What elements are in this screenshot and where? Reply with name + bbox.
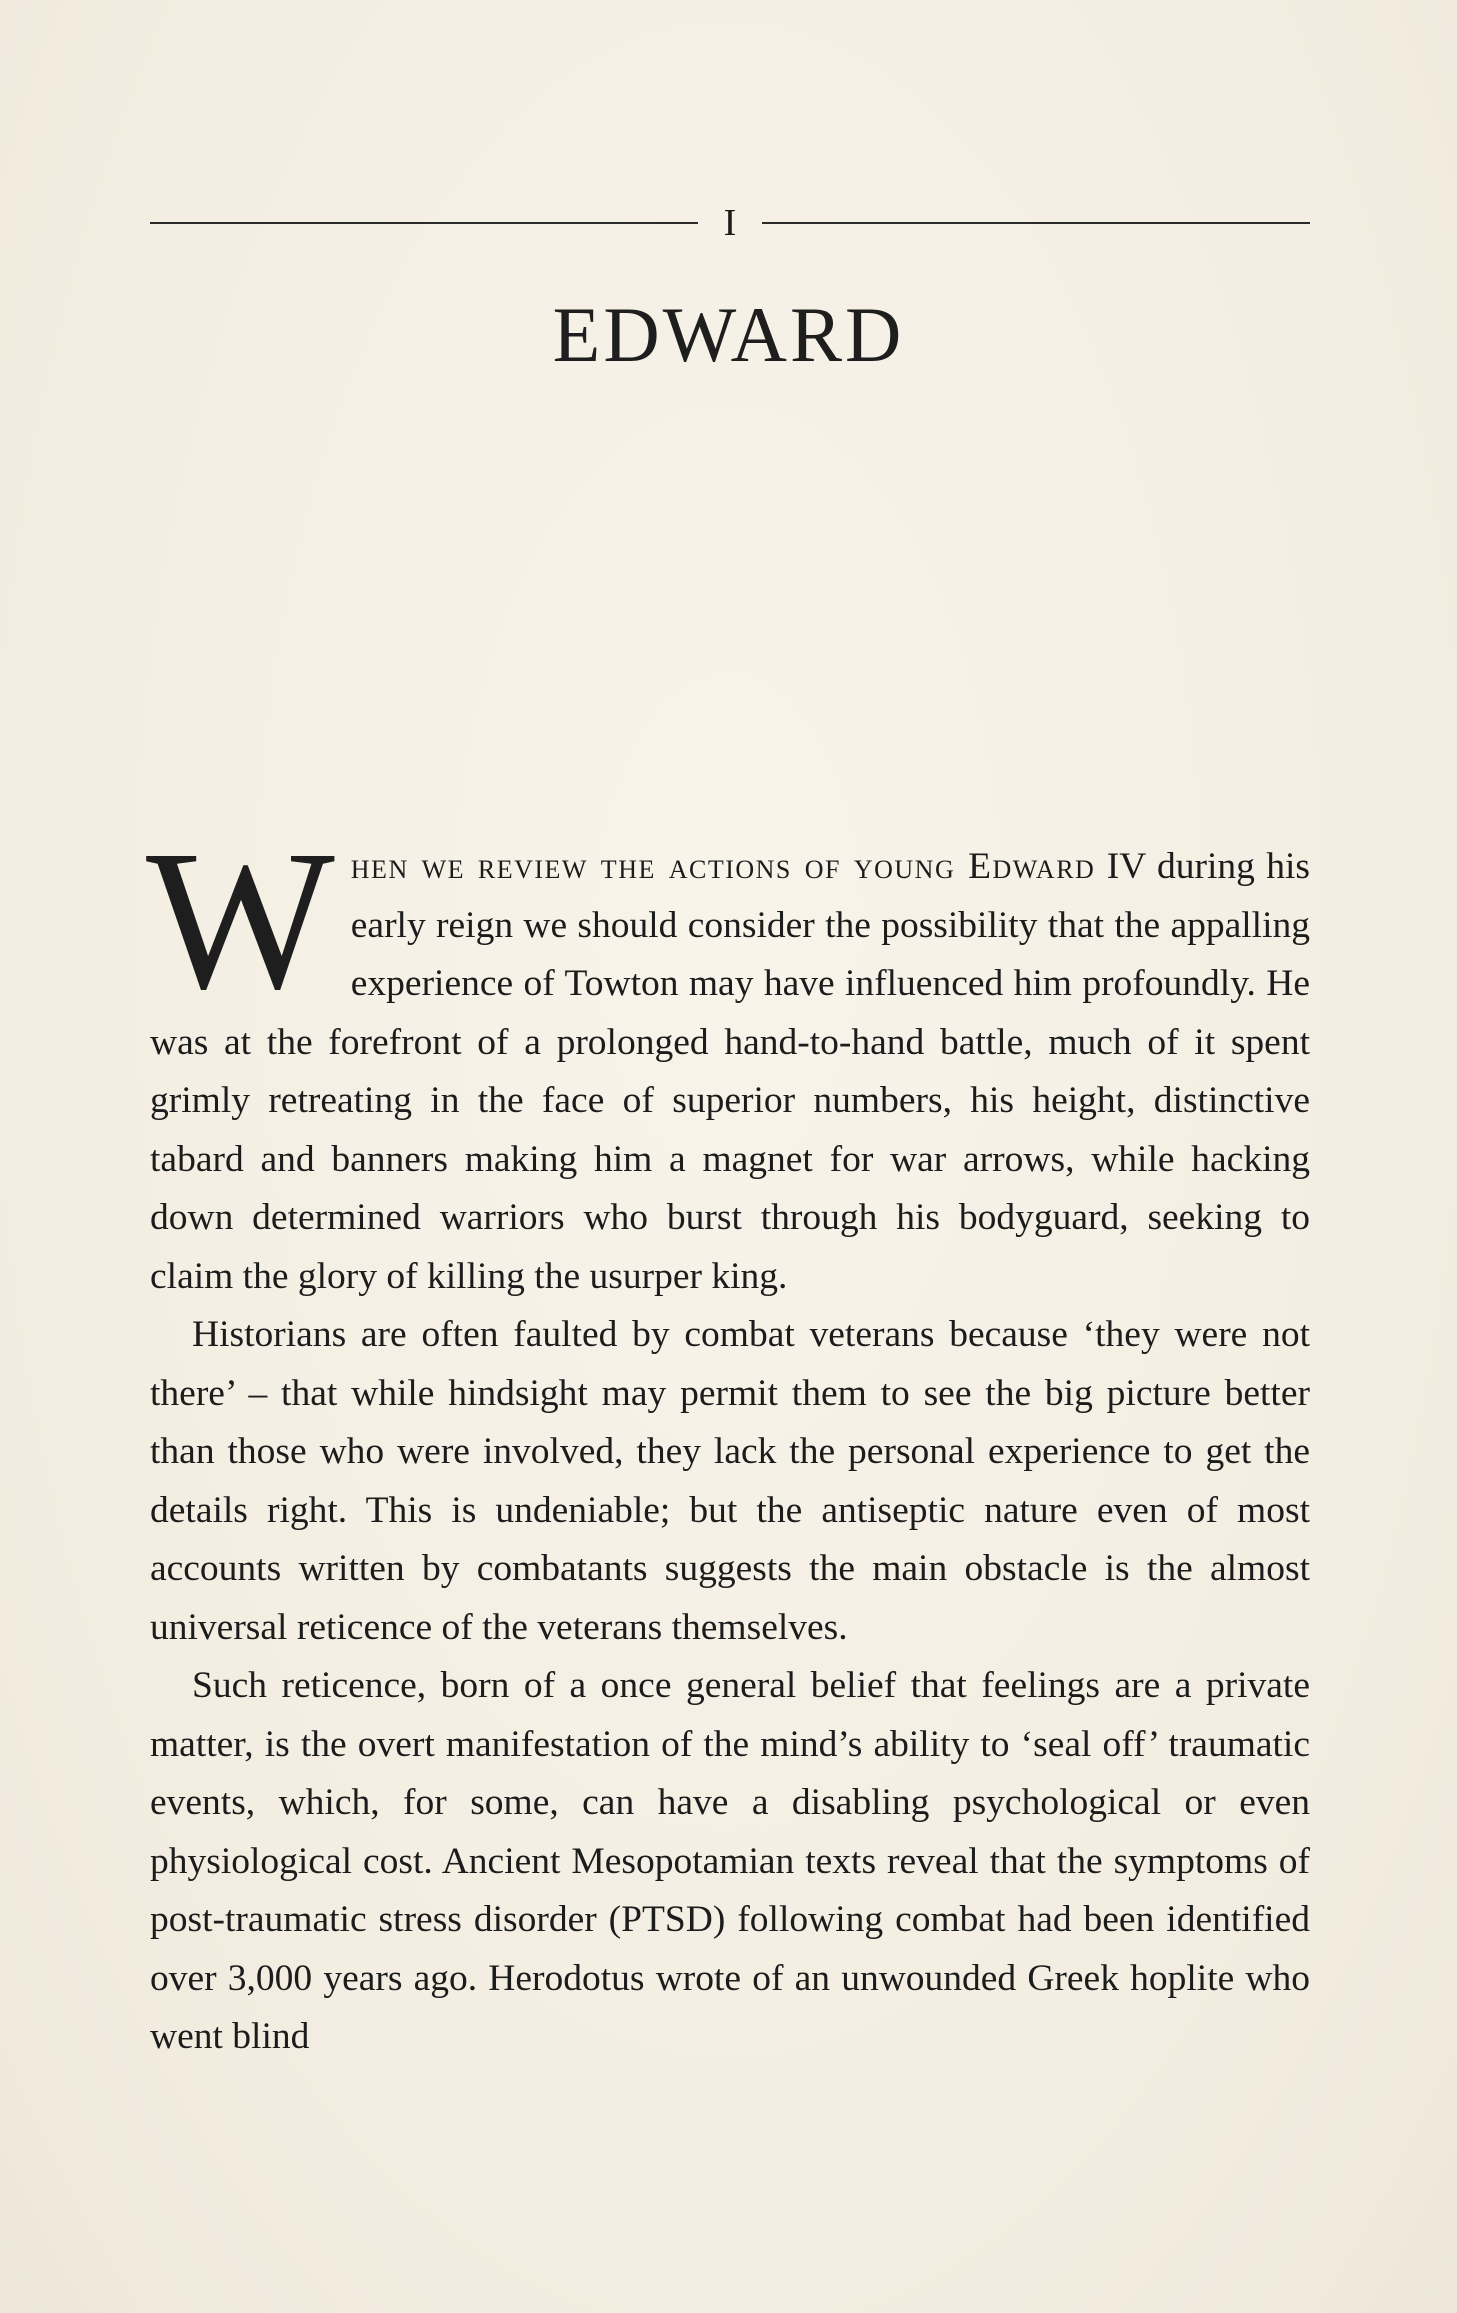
paragraph-1 <box>146 810 1311 1306</box>
chapter-body <box>146 810 1311 2067</box>
rule-right <box>762 222 1310 224</box>
lead-in-smallcaps: hen we review the actions of young Edward <box>350 846 1096 887</box>
paragraph-2: Historians are often faulted by combat veterans because ‘they were not there’ – that while hindsight may permit them to see the big picture better than those who were involved, they lack the personal experience to get the details right. This is undeniable; but the antiseptic nature even of most accounts written by combatants suggests the main obstacle is the almost universal reticence of the veterans themselves. <box>150 1314 1310 1648</box>
paragraph-3: Such reticence, born of a once general belief that feelings are a private matter, is the overt manifestation of the mind’s ability to ‘seal off’ traumatic events, which, for some, can have a disabling psychological or even physiological cost. Ancient Mesopotamian texts reveal that the symptoms of post-traumatic stress disorder (PTSD) following combat had been identified over 3,000 years ago. Herodotus wrote of an unwounded Greek hoplite who went blind <box>150 1665 1310 2057</box>
chapter-heading-rule <box>150 195 1310 251</box>
chapter-number: I <box>723 202 737 244</box>
drop-cap: W <box>146 810 335 1031</box>
paragraph-1-text: IV during his early reign we should consider the possibility that the appalling experience of Towton may have influenced him profoundly. He was at the forefront of a prolonged hand-to-hand battle, much of it spent grimly retreating in the face of superior numbers, his height, distinctive tabard and banners making him a magnet for war arrows, while hacking down determined warriors who burst through his bodyguard, seeking to claim the glory of killing the usurper king. <box>150 846 1311 1297</box>
rule-left <box>150 222 698 224</box>
chapter-title: EDWARD <box>552 291 905 378</box>
